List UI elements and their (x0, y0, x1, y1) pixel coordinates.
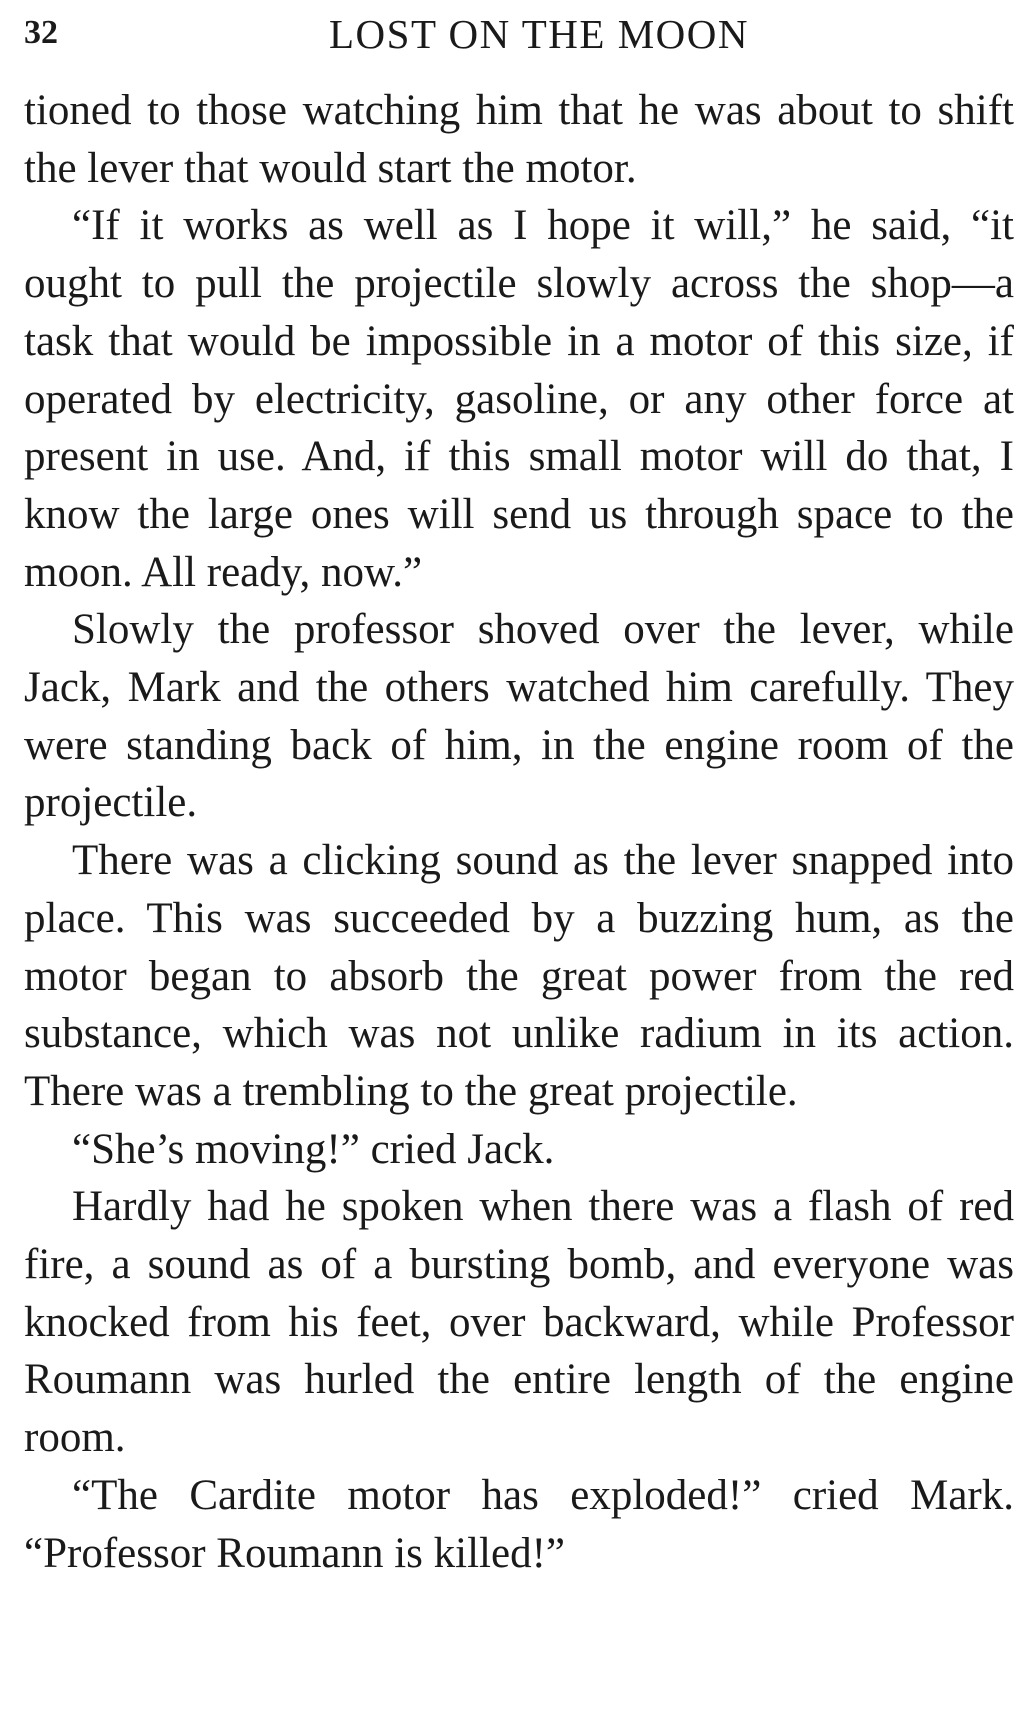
running-head: LOST ON THE MOON (329, 11, 749, 57)
paragraph: “The Cardite motor has exploded!” cried Mark. “Professor Roumann is killed!” (24, 1471, 1014, 1577)
paragraph: Hardly had he spoken when there was a flash of red fire, a sound as of a bursting bomb, and everyone was knocked from his feet, over backward, while Professor Roumann was hurled the entire length of the engine room. (24, 1183, 1014, 1462)
paragraph: tioned to those watching him that he was about to shift the lever that would start the motor. (24, 87, 1014, 192)
paragraph: Slowly the professor shoved over the lever, while Jack, Mark and the others watched him carefully. They were standing back of him, in the engine room of the projectile. (24, 606, 1014, 827)
page-number: 32 (24, 14, 58, 51)
paragraph: There was a clicking sound as the lever snapped into place. This was succeeded by a buzzing hum, as the motor began to absorb the great power from the red substance, which was not unlike radium in its action. There was a trembling to the great projectile. (24, 837, 1014, 1115)
page-header (24, 6, 1014, 66)
paragraph: “She’s moving!” cried Jack. (72, 1125, 555, 1173)
body-text (24, 82, 1014, 1582)
paragraph: “If it works as well as I hope it will,” he said, “it ought to pull the projectile slowly across the shop—a task that would be impossible in a motor of this size, if operated by electricity, gasoline, or any other force at present in use. And, if this small motor will do that, I know the large ones will send us through space to the moon. All ready, now.” (24, 202, 1014, 596)
